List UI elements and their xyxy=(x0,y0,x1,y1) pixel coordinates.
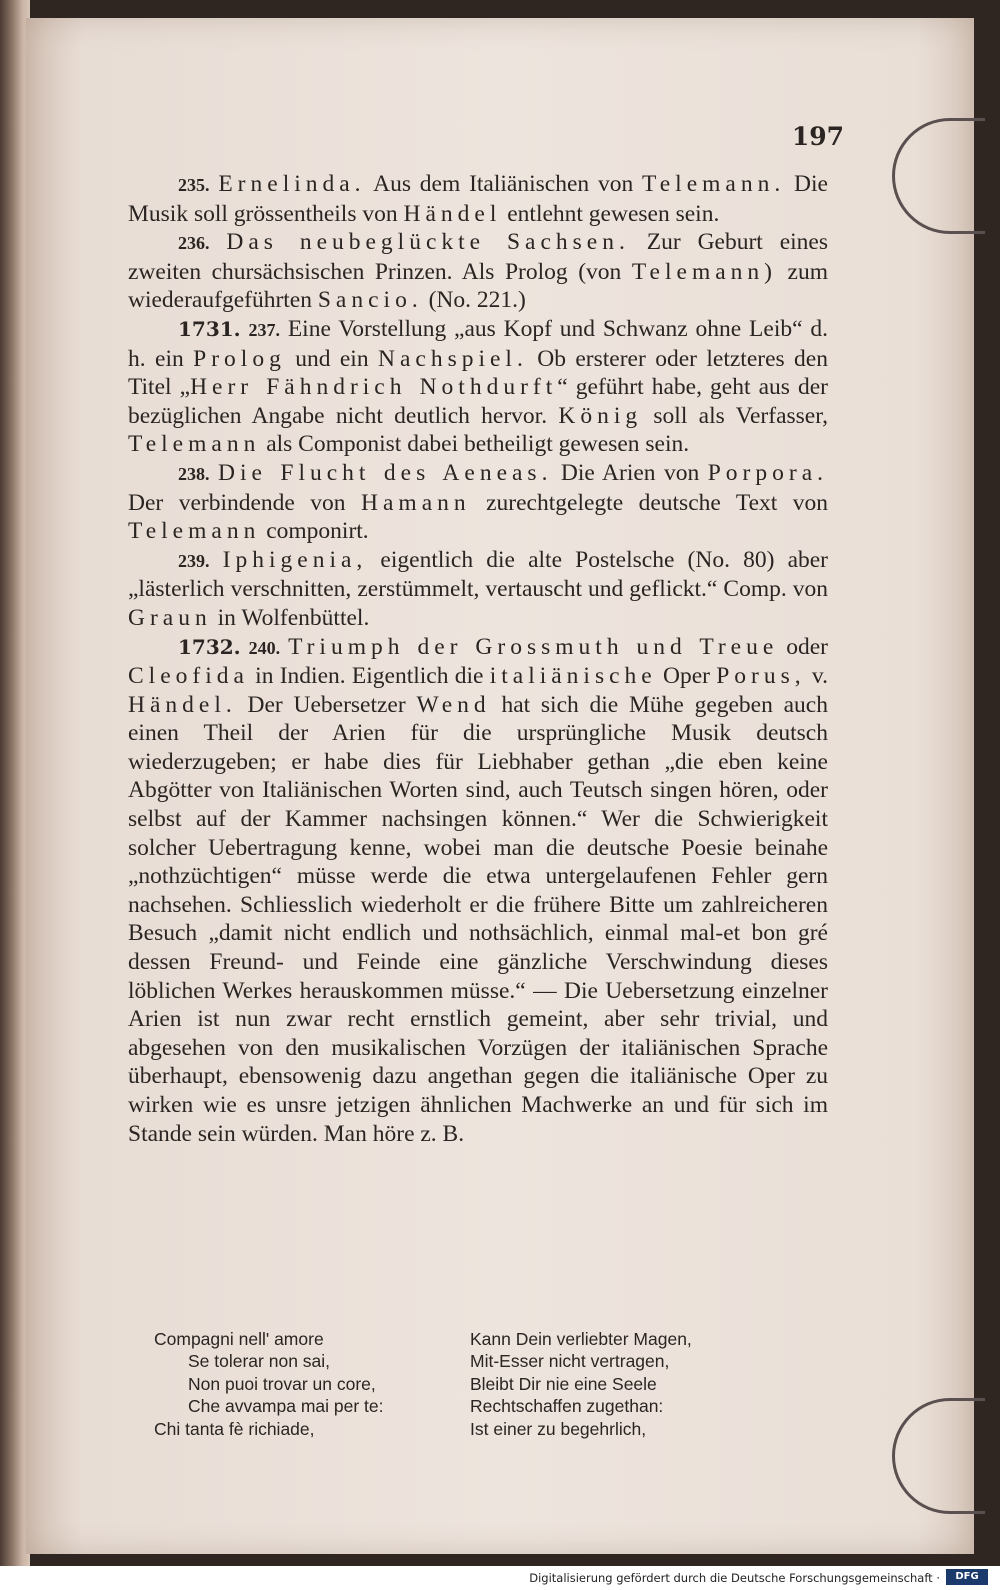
entry-text: componirt. xyxy=(260,518,369,545)
verse-line: Ist einer zu begehrlich, xyxy=(470,1418,647,1439)
spaced-name: Händel xyxy=(403,200,502,227)
entry-text: zum wiederaufgeführten xyxy=(128,258,828,314)
spaced-name: Prolog xyxy=(193,345,286,372)
entry-text: soll als Verfasser, xyxy=(642,402,828,429)
body-text xyxy=(128,170,828,1148)
verse-line: Bleibt Dir nie eine Seele xyxy=(470,1373,657,1394)
spaced-name: Herr Fähndrich Nothdurft xyxy=(190,374,558,401)
entry-text xyxy=(210,547,223,573)
entry-text: in Wolfenbüttel. xyxy=(211,604,370,631)
entry-text: hat sich die Mühe gegeben auch einen Theil der Arien für die ursprüngliche Musik deutsch wiederzugeben; er habe dies für Liebhaber gethan „die eben keine Abgötter von Italiänischen Worten sind, auch Teutsch singen hören, oder selbst auf der Kammer nachsingen können.“ Wer die Schwierigkeit solcher Uebertragung kenne, wobei man die deutsche Poesie beinahe „nothzüchtigen“ müsse werde die etwa untergelaufenen Fehler gern nachsehen. Schliesslich wiederholt er die frühere Bitte um zahlreicheren Besuch „damit nicht endlich und nothsächlich, einmal mal-et bon gré dessen Freund- und Feinde eine gänzliche Verschwindung dieses löblichen Werkes herauskommen müsse.“ — Die Uebersetzung einzelner Arien ist nun zwar recht ernstlich gemeint, aber sehr trivial, und abgesehen von den musikalischen Vorzügen der italiänischen Sprache überhaupt, ebensowenig dazu angethan gegen die italiänische Oper zu wirken wie es unsre jetzigen ähnlichen Machwerke an und für sich im Stande sein würden. Man höre z. B. xyxy=(128,691,828,1147)
entry-text: zurechtgelegte deutsche Text von xyxy=(470,489,828,516)
spaced-name: König xyxy=(558,402,643,429)
spaced-name: Händel. xyxy=(128,691,237,718)
entry-text: Der Uebersetzer xyxy=(236,691,417,718)
entry-paragraph xyxy=(128,170,828,228)
spaced-name: Cleofida xyxy=(128,663,249,690)
entry-text: Zur Geburt eines zweiten chursächsischen Prinzen. Als Prolog (von xyxy=(128,229,828,285)
entry-text: oder xyxy=(778,633,828,660)
spaced-name: Die Flucht des Aeneas. xyxy=(217,459,553,486)
entry-number: 235. xyxy=(178,175,210,195)
entry-text: Ob ersterer oder letzteres den Titel „ xyxy=(128,345,828,401)
verse-german xyxy=(470,1328,770,1440)
spaced-name: Telemann) xyxy=(631,258,777,285)
entry-number: 239. xyxy=(178,550,210,571)
entry-text: als Componist dabei betheiligt gewesen sein. xyxy=(260,431,690,458)
spaced-name: Porus, xyxy=(716,663,806,690)
entry-text: (No. 221.) xyxy=(422,287,526,314)
spaced-name: Wend xyxy=(416,691,491,718)
dfg-logo: DFG xyxy=(946,1569,988,1585)
verse-line: Che avvampa mai per te: xyxy=(188,1396,384,1417)
entry-number: 238. xyxy=(178,463,210,484)
verse-line: Compagni nell' amore xyxy=(154,1329,324,1349)
entry-paragraph xyxy=(128,633,828,1149)
spaced-name: Porpora. xyxy=(707,459,829,486)
verse-line: Rechtschaffen zugethan: xyxy=(470,1396,664,1417)
entry-text: in Indien. Eigentlich die xyxy=(248,663,490,690)
entry-number: 237. xyxy=(248,319,280,340)
spaced-name: Telemann xyxy=(128,518,261,545)
spaced-name: Nachspiel. xyxy=(378,345,528,372)
entry-text: Aus dem Italiänischen von xyxy=(365,171,643,197)
entry-paragraph xyxy=(128,315,828,459)
verse-line: Non puoi trovar un core, xyxy=(188,1373,376,1394)
verse-line: Chi tanta fè richiade, xyxy=(154,1418,315,1439)
spaced-name: Das neubeglückte Sachsen. xyxy=(226,229,630,256)
verse-line: Kann Dein verliebter Magen, xyxy=(470,1329,692,1349)
entry-text xyxy=(210,171,219,197)
entry-text xyxy=(280,634,288,660)
spaced-name: italiänische xyxy=(489,663,657,690)
entry-text: “ geführt habe, geht aus der bezüglichen Angabe nicht deutlich hervor. xyxy=(128,374,828,429)
entry-paragraph xyxy=(128,228,828,315)
spaced-name: Iphigenia, xyxy=(222,546,368,573)
page-number: 197 xyxy=(791,122,844,151)
entry-text: entlehnt gewesen sein. xyxy=(501,200,720,227)
spaced-name: Triumph der Grossmuth und Treue xyxy=(288,633,779,660)
entry-text xyxy=(210,460,218,486)
entry-text: eigentlich die alte Postelsche (No. 80) aber „lästerlich verschnitten, zerstümmelt, vertauscht und geflickt.“ Comp. von xyxy=(128,546,828,603)
entry-text: Die Musik soll grössentheils von xyxy=(128,171,828,227)
entry-text: und ein xyxy=(285,345,378,372)
verse-line: Se tolerar non sai, xyxy=(188,1351,331,1372)
entry-text: Die Arien von xyxy=(552,459,708,486)
entry-number: 236. xyxy=(178,233,210,254)
entry-paragraph xyxy=(128,546,828,633)
entry-text: Der verbindende von xyxy=(128,489,362,516)
spaced-name: Ernelinda. xyxy=(218,171,366,197)
entry-text: v. xyxy=(805,663,828,690)
spaced-name: Graun xyxy=(128,604,212,631)
verse-line: Mit-Esser nicht vertragen, xyxy=(470,1351,670,1372)
entry-number: 240. xyxy=(248,637,281,658)
spaced-name: Telemann. xyxy=(642,171,786,197)
year-marker: 1732. xyxy=(178,634,241,659)
entry-text: Oper xyxy=(656,663,717,690)
spaced-name: Hamann xyxy=(361,489,471,516)
entry-text: Eine Vorstellung „aus Kopf und Schwanz ohne Leib“ d. h. ein xyxy=(128,315,828,372)
year-marker: 1731. xyxy=(178,316,241,341)
verse-italian xyxy=(154,1328,454,1440)
digitization-credit: Digitalisierung gefördert durch die Deutsche Forschungsgemeinschaft · xyxy=(529,1571,940,1585)
spaced-name: Telemann xyxy=(128,431,261,458)
entry-text xyxy=(210,229,227,255)
spaced-name: Sancio. xyxy=(317,287,423,314)
entry-paragraph xyxy=(128,459,828,546)
